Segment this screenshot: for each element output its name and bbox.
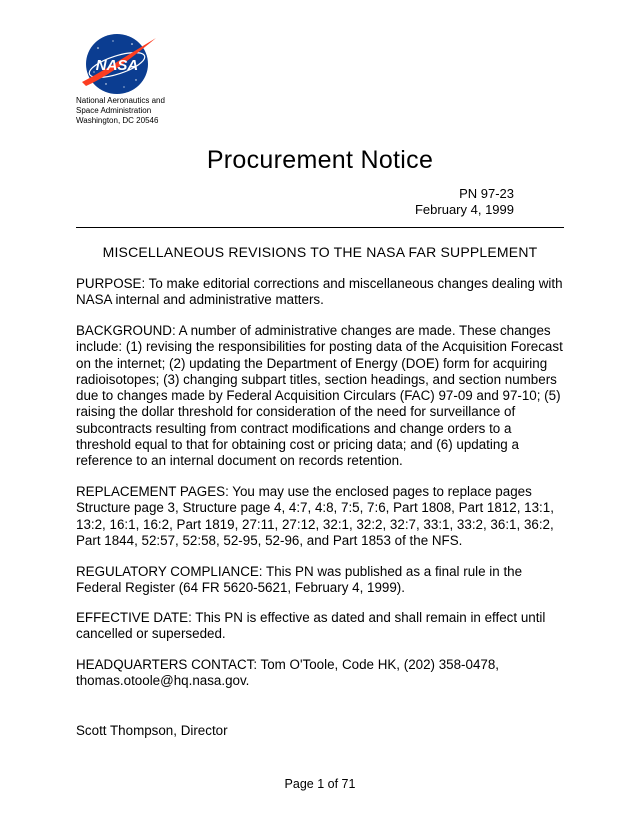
agency-line: Washington, DC 20546 [76, 116, 159, 125]
section-background [76, 323, 568, 470]
signature: Scott Thompson, Director [76, 723, 228, 738]
section-effective-date [76, 610, 568, 643]
header-divider [76, 227, 564, 228]
section-heading: REGULATORY COMPLIANCE: [76, 564, 263, 579]
section-regulatory-compliance [76, 564, 568, 597]
section-heading: BACKGROUND: [76, 323, 176, 338]
section-headquarters-contact [76, 657, 568, 690]
section-text: This PN is effective as dated and shall remain in effect until cancelled or superseded. [76, 610, 546, 642]
section-text: To make editorial corrections and miscellaneous changes dealing with NASA internal and administrative matters. [76, 276, 563, 308]
section-text: You may use the enclosed pages to replace pages Structure page 3, Structure page 4, 4:7, 4:8, 7:5, 7:6, Part 1808, Part 1812, 13:1, 13:2, 16:1, 16:2, Part 1819, 27:11, 27:12, 32:1, 32:2, 32:7, 33:1, 33:2, 36:1, 36:2, Part 1844, 52:57, 52:58, 52-95, 52-96, and Part 1853 of the NFS. [76, 484, 554, 548]
section-replacement-pages [76, 484, 568, 549]
section-text: This PN was published as a final rule in the Federal Register (64 FR 5620-5621, February 4, 1999). [76, 564, 523, 596]
page-number: Page 1 of 71 [284, 777, 356, 791]
notice-subject: MISCELLANEOUS REVISIONS TO THE NASA FAR SUPPLEMENT [102, 244, 538, 260]
agency-line: Space Administration [76, 106, 152, 115]
section-heading: PURPOSE: [76, 276, 146, 291]
nasa-logo-text: NASA [95, 57, 139, 74]
notice-meta [415, 186, 514, 218]
agency-address [76, 96, 165, 126]
agency-line: National Aeronautics and [76, 96, 165, 105]
section-heading: HEADQUARTERS CONTACT: [76, 657, 258, 672]
section-text: Tom O'Toole, Code HK, (202) 358-0478, thomas.otoole@hq.nasa.gov. [76, 657, 500, 689]
section-text: A number of administrative changes are made. These changes include: (1) revising the responsibilities for posting data of the Acquisition Forecast on the internet; (2) updating the Department of Energy (DOE) form for acquiring radioisotopes; (3) changing subpart titles, section headings, and section numbers due to changes made by Federal Acquisition Circulars (FAC) 97-09 and 97-10; (5) raising the dollar threshold for consideration of the need for surveillance of subcontracts resulting from contract modifications and change orders to a threshold equal to that for obtaining cost or pricing data; and (6) updating a reference to an internal document on records retention. [76, 323, 563, 469]
page-title: Procurement Notice [206, 146, 434, 174]
section-heading: EFFECTIVE DATE: [76, 610, 192, 625]
section-heading: REPLACEMENT PAGES: [76, 484, 229, 499]
notice-number: PN 97-23 [459, 186, 514, 201]
nasa-logo [76, 32, 158, 96]
section-purpose [76, 276, 568, 309]
notice-date: February 4, 1999 [414, 202, 514, 217]
